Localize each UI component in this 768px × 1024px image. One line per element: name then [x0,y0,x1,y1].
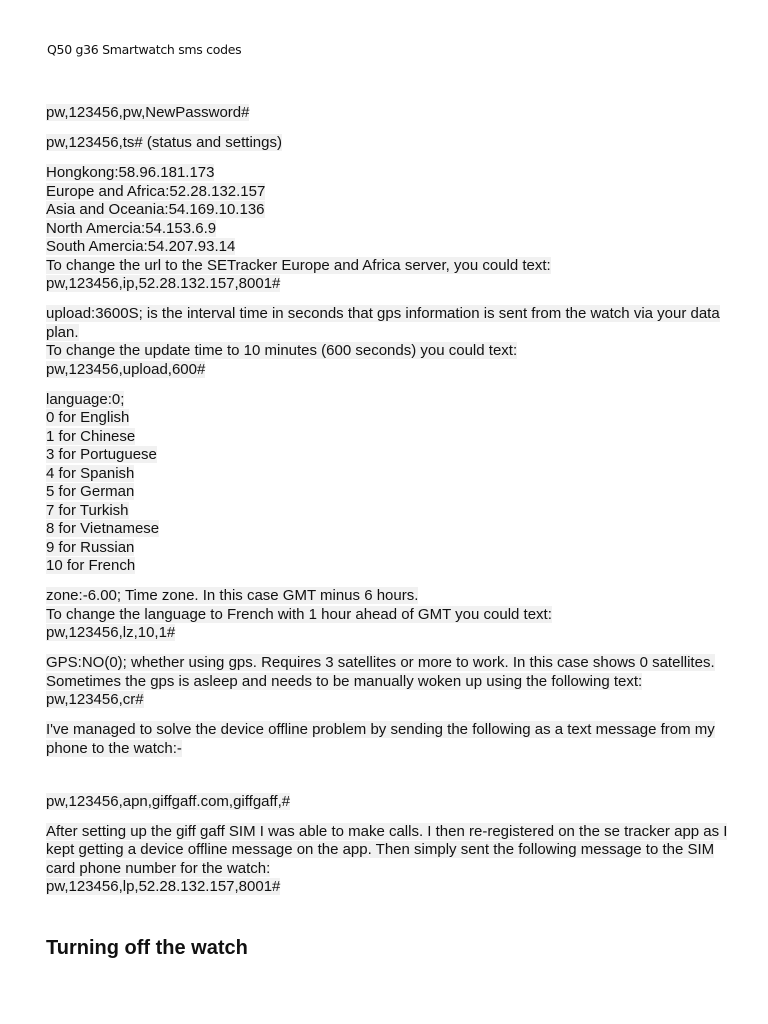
text-line: pw,123456,ts# (status and settings) [46,134,282,151]
text-line: language:0; [46,390,125,408]
text-line: 7 for Turkish [46,501,129,519]
section-heading: Turning off the watch [46,937,248,959]
text-line: pw,123456,lz,10,1# [46,624,176,641]
text-line: 10 for French [46,557,136,574]
text-line: 0 for English [46,409,130,426]
text-line: zone:-6.00; Time zone. In this case GMT minus 6 hours. [46,587,419,604]
text-line: 1 for Chinese [46,427,136,445]
text-line: 5 for German [46,483,135,500]
paragraph-status-settings [46,134,736,153]
text-line: upload:3600S; is the interval time in seconds that gps information is sent from the watch via your data [46,305,720,322]
text-line: card phone number for the watch: [46,859,271,877]
text-line: pw,123456,upload,600# [46,360,206,378]
paragraph-apn-command [46,793,736,812]
paragraph-gps [46,654,736,710]
text-line: GPS:NO(0); whether using gps. Requires 3 satellites or more to work. In this case shows 0 satellites. [46,654,715,671]
paragraph-upload-interval [46,305,736,379]
text-line: pw,123456,ip,52.28.132.157,8001# [46,275,281,292]
paragraph-giffgaff-sim [46,823,736,897]
text-line: South Amercia:54.207.93.14 [46,238,236,255]
text-line: Hongkong:58.96.181.173 [46,164,215,181]
document-body [46,104,736,908]
document-title: Q50 g36 Smartwatch sms codes [47,42,242,57]
text-line: pw,123456,cr# [46,691,144,708]
text-line: pw,123456,lp,52.28.132.157,8001# [46,878,281,895]
paragraph-time-zone [46,587,736,643]
text-line: 4 for Spanish [46,464,135,482]
text-line: Asia and Oceania:54.169.10.136 [46,201,265,218]
paragraph-offline-fix [46,721,736,758]
text-line: kept getting a device offline message on the app. Then simply sent the following message to the SIM [46,841,715,858]
paragraph-change-password [46,104,736,123]
paragraph-server-list [46,164,736,294]
text-line: After setting up the giff gaff SIM I was able to make calls. I then re-registered on the se tracker app as I [46,822,728,840]
text-line: pw,123456,pw,NewPassword# [46,104,250,121]
text-line: To change the update time to 10 minutes (600 seconds) you could text: [46,342,518,359]
text-line: phone to the watch:- [46,739,182,757]
text-line: 8 for Vietnamese [46,520,160,537]
text-line: 3 for Portuguese [46,446,157,463]
text-line: North Amercia:54.153.6.9 [46,219,217,237]
text-line: To change the url to the SETracker Europe and Africa server, you could text: [46,256,551,274]
paragraph-language-codes [46,391,736,576]
text-line: I've managed to solve the device offline problem by sending the following as a text message from my [46,721,715,738]
text-line: 9 for Russian [46,538,135,556]
text-line: pw,123456,apn,giffgaff.com,giffgaff,# [46,792,291,810]
spacer [46,770,736,793]
text-line: Europe and Africa:52.28.132.157 [46,182,266,200]
text-line: plan. [46,323,79,341]
text-line: To change the language to French with 1 hour ahead of GMT you could text: [46,605,552,623]
text-line: Sometimes the gps is asleep and needs to be manually woken up using the following text: [46,672,643,690]
